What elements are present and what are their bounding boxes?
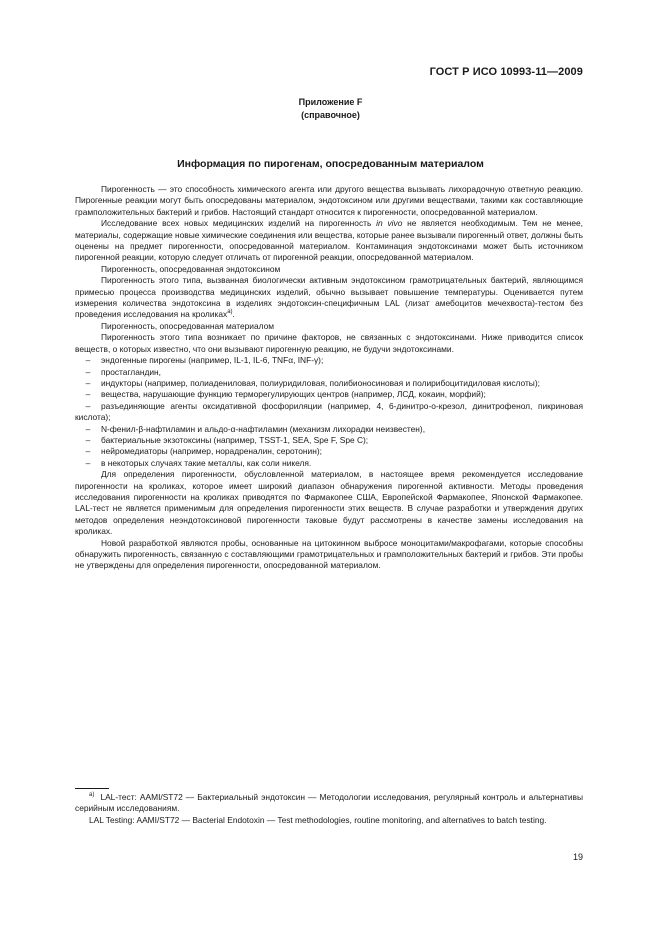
- list-item: – бактериальные экзотоксины (например, TSST-1, SEA, Spe F, Spe C);: [85, 434, 369, 445]
- paragraph: Новой разработкой являются пробы, основанные на цитокинном выбросе моноцитами/макрофагами, которые способны обнаружить пирогенность, связанную с составляющими грамотрицательных и грамположительных бактерий и грибов. Эти пробы не утверждены для определения пирогенности, опосредованной материалом.: [75, 537, 583, 571]
- footnote-divider: [75, 788, 109, 789]
- footnote-ru: $^{а)}$ LAL-тест: AAMI/ST72 — Бактериальный эндотоксин — Методологии исследования, регулярный контроль и альтернативы серийным исследованиям.: [75, 792, 583, 814]
- paragraph: Пирогенность этого типа возникает по причине факторов, не связанных с эндотоксинами. Ниже приводится список веществ, о которых известно, что они вызывают пирогенную реакцию, не будучи эндотоксинами.: [75, 332, 583, 354]
- list-item: – N-фенил-β-нафтиламин и альдо-α-нафтиламин (механизм лихорадки неизвестен),: [85, 423, 426, 434]
- footnote-marker: а): [89, 792, 95, 799]
- annex-title: Приложение F: [298, 97, 363, 107]
- paragraph-text: Пирогенность этого типа, вызванная биологически активным эндотоксином грамотрицательных бактерий, являющимся примесью процесса производства медицинских изделий, обычно вызывает повышение температуры. Оценивается путем измерения количества эндотоксина в изделиях эндотоксин-специфичным LAL (лизат амебоцитов мечехвоста)-тестом без проведения исследования на кроликах: [75, 275, 583, 320]
- substance-list: [75, 355, 583, 469]
- standard-number: ГОСТ Р ИСО 10993-11—2009: [429, 66, 583, 78]
- page-number: 19: [572, 852, 583, 862]
- body-text: [75, 184, 583, 572]
- page-title: Информация по пирогенам, опосредованным материалом: [177, 158, 484, 170]
- footnote-en: LAL Testing: AAMI/ST72 — Bacterial Endotoxin — Test methodologies, routine monitoring, and alternatives to batch testing.: [89, 814, 547, 825]
- paragraph: Исследование всех новых медицинских изделий на пирогенность in vivo не является необходимым. Тем не менее, материалы, содержащие новые химические соединения или вещества, которые ранее вызывали пирогенный ответ, должны быть оценены на предмет пирогенности, опосредованной материалом. Контаминация эндотоксинами может быть источником пирогенной реакции, которую следует отличать от пирогенной реакции, опосредованной материалом.: [75, 218, 583, 263]
- list-item: – индукторы (например, полиадениловая, полиуридиловая, полибионосиновая и полирибоцитидиловая кислоты);: [85, 377, 540, 388]
- list-item: – простагландин,: [85, 366, 161, 377]
- list-item: – разъединяющие агенты оксидативной фосфориляции (например, 4, 6-динитро-о-крезол, динитрофенол, пикриновая кислота);: [75, 400, 583, 423]
- paragraph: Пирогенность, опосредованная материалом: [101, 320, 275, 331]
- paragraph: Пирогенность, опосредованная эндотоксином: [101, 263, 281, 274]
- annex-subtitle: (справочное): [301, 110, 360, 120]
- paragraph: Пирогенность этого типа, вызванная биологически активным эндотоксином грамотрицательных бактерий, являющимся примесью процесса производства медицинских изделий, обычно вызывает повышение температуры. Оценивается путем измерения количества эндотоксина в изделиях эндотоксин-специфичным LAL (лизат амебоцитов мечехвоста)-тестом без проведения исследования на кроликах$^{а)}$.: [75, 275, 583, 320]
- annex-heading: [0, 96, 661, 122]
- paragraph: Пирогенность — это способность химического агента или другого вещества вызывать лихорадочную ответную реакцию. Пирогенные реакции могут быть опосредованы материалом, эндотоксином или другими веществами, такими как составляющие грамположительных бактерий и грибов. Настоящий стандарт относится к пирогенности, опосредованной материалом.: [75, 184, 583, 217]
- list-item: – в некоторых случаях такие металлы, как соли никеля.: [85, 457, 312, 468]
- paragraph: Для определения пирогенности, обусловленной материалом, в настоящее время рекомендуется исследование пирогенности на кроликах, которое имеет широкий диапазон обнаружения пирогенной активности. Методы проведения исследования пирогенности на кроликах приводятся по Фармакопее США, Европейской Фармакопее, Японской Фармакопее. LAL-тест не является применимым для определения пирогенности этих веществ. В случае разработки и утверждения других методов определения неэндотоксиновой пирогенности таковые будут рассмотрены в качестве замены исследования на кроликах.: [75, 469, 583, 537]
- footnotes: [75, 792, 583, 826]
- footnote-reference: а): [227, 309, 233, 316]
- list-item: – эндогенные пирогены (например, IL-1, IL-6, TNFα, INF-γ);: [85, 355, 324, 366]
- list-item: – нейромедиаторы (например, норадреналин, серотонин);: [85, 446, 322, 457]
- list-item: – вещества, нарушающие функцию терморегулирующих центров (например, ЛСД, кокаин, морфий);: [85, 389, 486, 400]
